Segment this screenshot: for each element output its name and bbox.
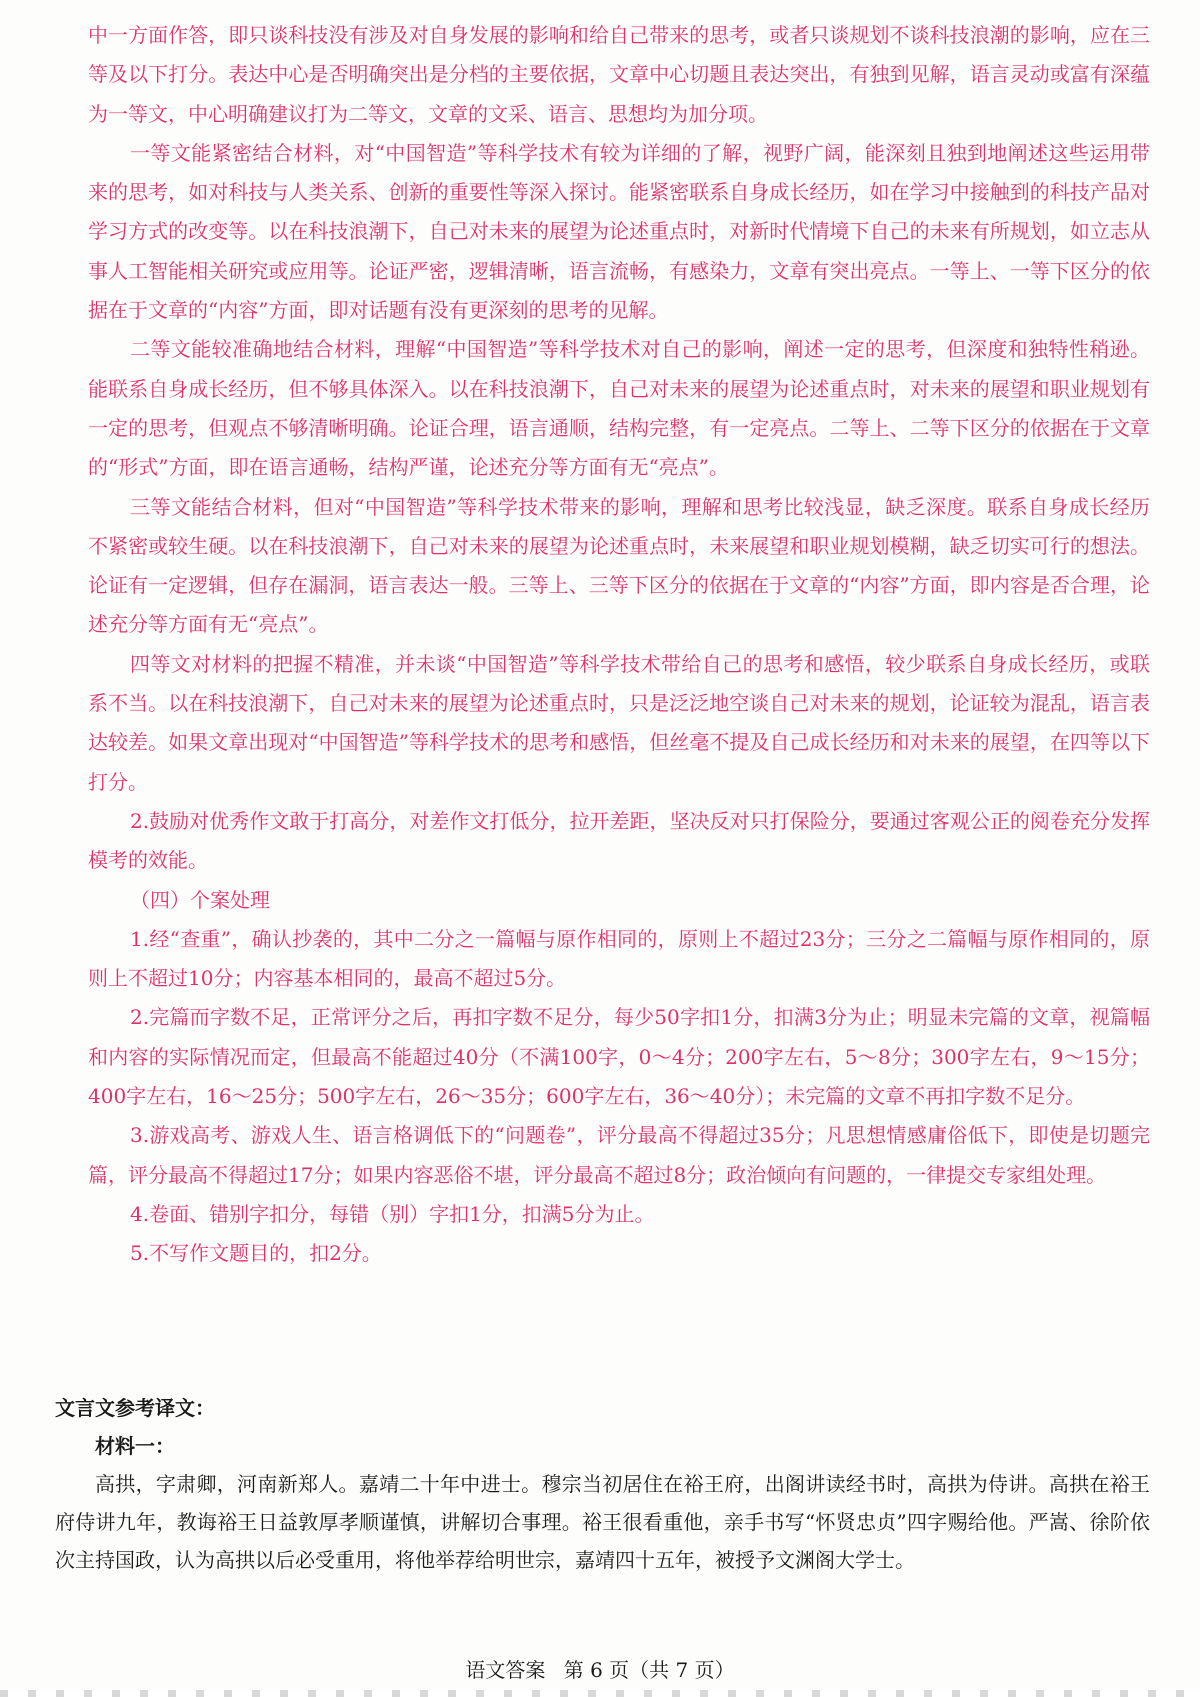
bottom-edge-pattern bbox=[0, 1690, 1200, 1697]
case-handling-title: （四）个案处理 bbox=[130, 887, 270, 912]
case-rule-no-title: 5.不写作文题目的，扣2分。 bbox=[130, 1241, 382, 1266]
scoring-paragraph-encourage: 2.鼓励对优秀作文敢于打高分，对差作文打低分，拉开差距，坚决反对只打保险分，要通过客观公正的阅卷充分发挥模考的效能。 bbox=[88, 808, 1150, 873]
page-footer bbox=[0, 1654, 1200, 1683]
case-rule-plagiarism: 1.经“查重”，确认抄袭的，其中二分之一篇幅与原作相同的，原则上不超过23分；三分之二篇幅与原作相同的，原则上不超过10分；内容基本相同的，最高不超过5分。 bbox=[88, 926, 1150, 991]
case-rule-typos: 4.卷面、错别字扣分，每错（别）字扣1分，扣满5分为止。 bbox=[130, 1201, 655, 1226]
scoring-paragraph-fourth-class: 四等文对材料的把握不精准，并未谈“中国智造”等科学技术带给自己的思考和感悟，较少联系自身成长经历，或联系不当。以在科技浪潮下，自己对未来的展望为论述重点时，只是泛泛地空谈自己对未来的规划，论证较为混乱，语言表达较差。如果文章出现对“中国智造”等科学技术的思考和感悟，但丝毫不提及自己成长经历和对未来的展望，在四等以下打分。 bbox=[88, 651, 1150, 794]
translation-heading: 文言文参考译文： bbox=[55, 1396, 215, 1420]
scoring-notes bbox=[88, 16, 1150, 1274]
case-rule-problem-paper: 3.游戏高考、游戏人生、语言格调低下的“问题卷”，评分最高不得超过35分；凡思想情感庸俗低下，即使是切题完篇，评分最高不得超过17分；如果内容恶俗不堪，评分最高不超过8分；政治倾向有问题的，一律提交专家组处理。 bbox=[88, 1123, 1150, 1187]
case-rule-word-count: 2.完篇而字数不足，正常评分之后，再扣字数不足分，每少50字扣1分，扣满3分为止；明显未完篇的文章，视篇幅和内容的实际情况而定，但最高不能超过40分（不满100字，0～4分；200字左右，5～8分；300字左右，9～15分；400字左右，16～25分；500字左右，26～35分；600字左右，36～40分）；未完篇的文章不再扣字数不足分。 bbox=[88, 1005, 1150, 1109]
footer-subject: 语文答案 bbox=[465, 1658, 546, 1682]
scoring-paragraph-first-class: 一等文能紧密结合材料，对“中国智造”等科学技术有较为详细的了解，视野广阔，能深刻且独到地阐述这些运用带来的思考，如对科技与人类关系、创新的重要性等深入探讨。能紧密联系自身成长经历，如在学习中接触到的科技产品对学习方式的改变等。以在科技浪潮下，自己对未来的展望为论述重点时，对新时代情境下自己的未来有所规划，如立志从事人工智能相关研究或应用等。论证严密，逻辑清晰，语言流畅，有感染力，文章有突出亮点。一等上、一等下区分的依据在于文章的“内容”方面，即对话题有没有更深刻的思考的见解。 bbox=[88, 140, 1150, 323]
translation-body: 高拱，字肃卿，河南新郑人。嘉靖二十年中进士。穆宗当初居住在裕王府，出阁讲读经书时，高拱为侍讲。高拱在裕王府侍讲九年，教诲裕王日益敦厚孝顺谨慎，讲解切合事理。裕王很看重他，亲手书写“怀贤忠贞”四字赐给他。严嵩、徐阶依次主持国政，认为高拱以后必受重用，将他举荐给明世宗，嘉靖四十五年，被授予文渊阁大学士。 bbox=[55, 1472, 1150, 1572]
scoring-paragraph-second-class: 二等文能较准确地结合材料，理解“中国智造”等科学技术对自己的影响，阐述一定的思考，但深度和独特性稍逊。能联系自身成长经历，但不够具体深入。以在科技浪潮下，自己对未来的展望为论述重点时，对未来的展望和职业规划有一定的思考，但观点不够清晰明确。论证合理，语言通顺，结构完整，有一定亮点。二等上、二等下区分的依据在于文章的“形式”方面，即在语言通畅，结构严谨，论述充分等方面有无“亮点”。 bbox=[88, 337, 1150, 480]
material-label: 材料一： bbox=[95, 1434, 175, 1458]
scoring-paragraph-intro: 中一方面作答，即只谈科技没有涉及对自身发展的影响和给自己带来的思考，或者只谈规划不谈科技浪潮的影响，应在三等及以下打分。表达中心是否明确突出是分档的主要依据，文章中心切题且表达突出，有独到见解，语言灵动或富有深蕴为一等文，中心明确建议打为二等文，文章的文采、语言、思想均为加分项。 bbox=[88, 23, 1150, 126]
footer-page-number: 第 6 页（共 7 页） bbox=[563, 1658, 735, 1682]
classical-translation bbox=[55, 1389, 1150, 1579]
scoring-paragraph-third-class: 三等文能结合材料，但对“中国智造”等科学技术带来的影响，理解和思考比较浅显，缺乏深度。联系自身成长经历不紧密或较生硬。以在科技浪潮下，自己对未来的展望为论述重点时，未来展望和职业规划模糊，缺乏切实可行的想法。论证有一定逻辑，但存在漏洞，语言表达一般。三等上、三等下区分的依据在于文章的“内容”方面，即内容是否合理，论述充分等方面有无“亮点”。 bbox=[88, 494, 1150, 637]
